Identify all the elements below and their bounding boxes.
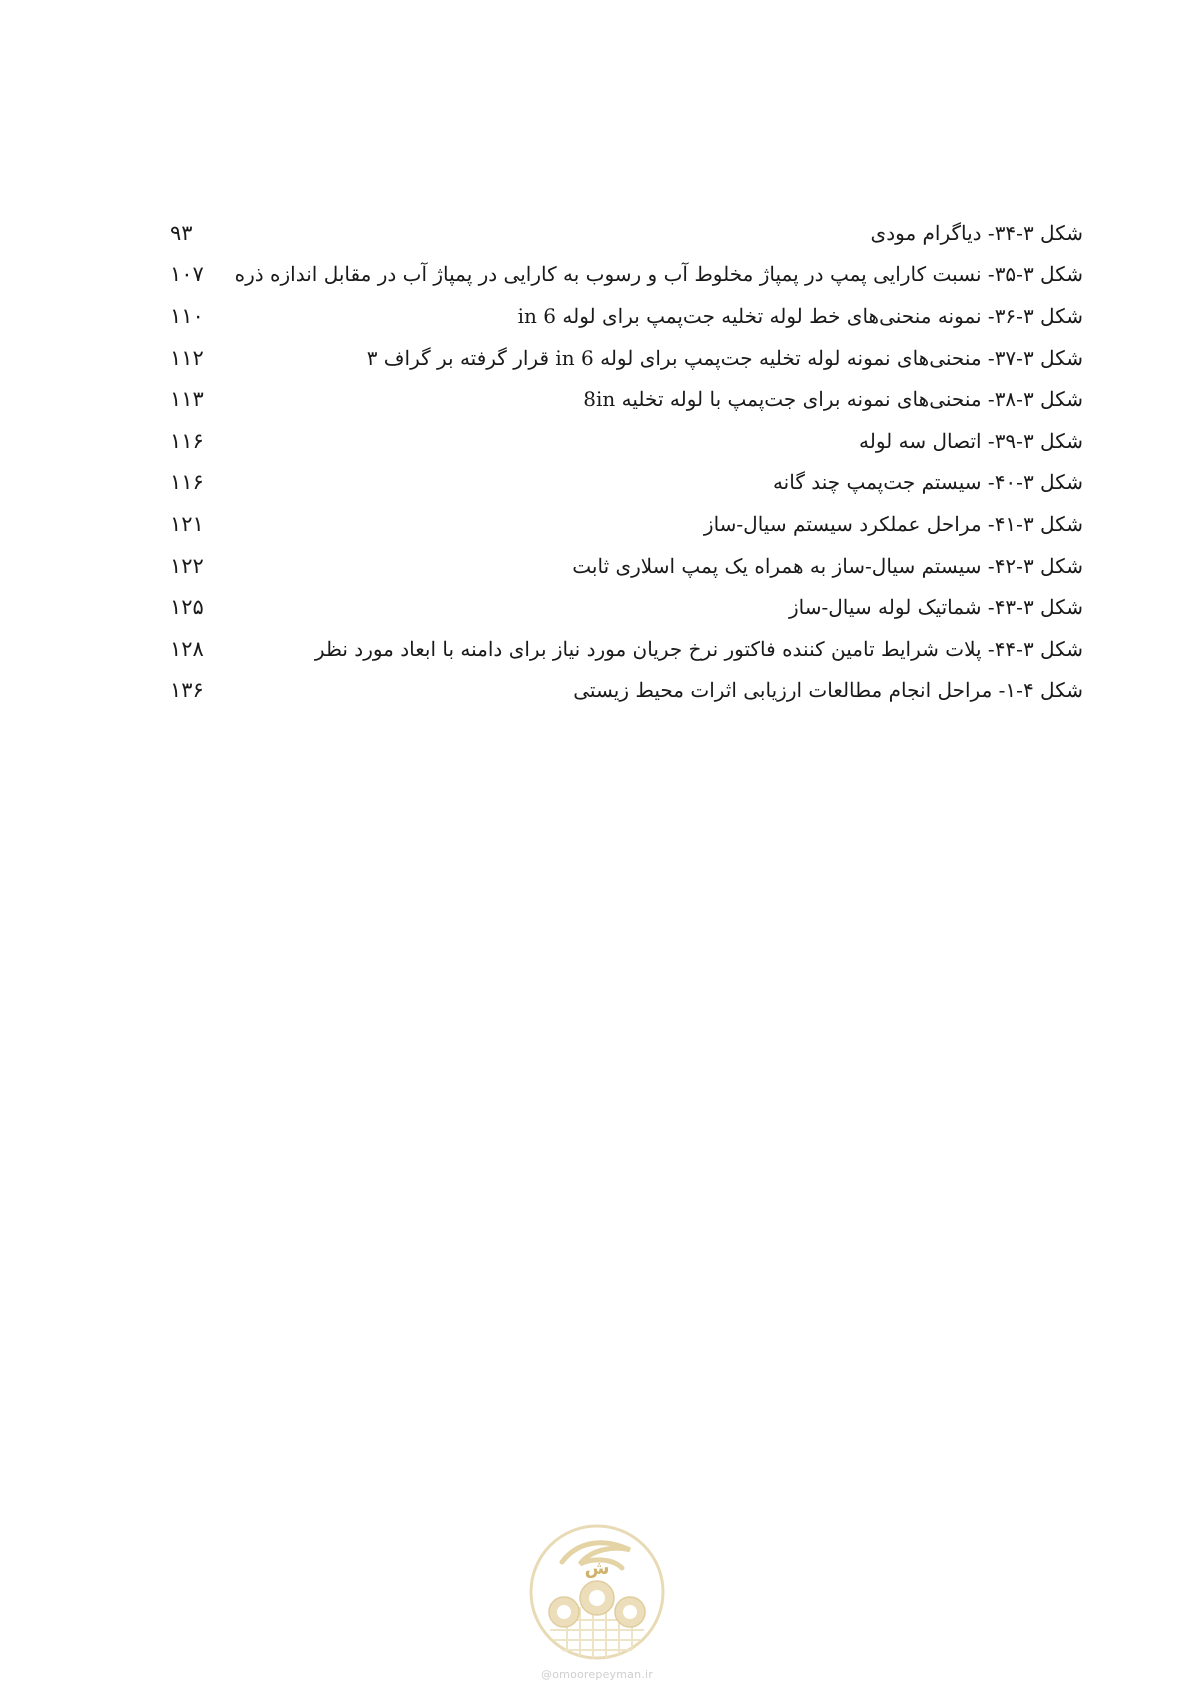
- toc-title: شکل ۳-۴۰- سیستم جت‌پمپ چند گانه: [772, 470, 1083, 495]
- watermark-url: @omoorepeyman.ir: [541, 1668, 653, 1681]
- toc-row[interactable]: [170, 670, 1083, 712]
- toc-page-number: ۱۱۲: [170, 345, 204, 370]
- toc-page-number: ۱۱۳: [170, 387, 204, 412]
- publisher-logo-icon: [522, 1522, 672, 1668]
- svg-text:ش: ش: [584, 1558, 610, 1579]
- toc-title: شکل ۳-۳۹- اتصال سه لوله: [859, 428, 1083, 453]
- list-of-figures: [170, 212, 1083, 711]
- toc-row[interactable]: [170, 378, 1083, 420]
- toc-row[interactable]: [170, 545, 1083, 587]
- toc-page-number: ۱۲۵: [170, 595, 204, 620]
- toc-page-number: ۱۱۰: [170, 303, 204, 328]
- toc-row[interactable]: [170, 586, 1083, 628]
- toc-page-number: ۱۱۶: [170, 470, 204, 495]
- toc-title: شکل ۳-۴۲- سیستم سیال-ساز به همراه یک پمپ اسلاری ثابت: [572, 553, 1083, 578]
- toc-page-number: ۹۳: [170, 220, 193, 245]
- toc-page-number: ۱۲۸: [170, 636, 204, 661]
- toc-title: شکل ۳-۴۴- پلات شرایط تامین کننده فاکتور نرخ جریان مورد نیاز برای دامنه با ابعاد مورد نظر: [314, 636, 1083, 661]
- toc-title: شکل ۳-۳۶- نمونه منحنی‌های خط لوله تخلیه جت‌پمپ برای لوله 6 in: [517, 303, 1083, 328]
- toc-title: شکل ۳-۴۱- مراحل عملکرد سیستم سیال-ساز: [703, 511, 1083, 536]
- toc-title: شکل ۴-۱- مراحل انجام مطالعات ارزیابی اثرات محیط زیستی: [573, 678, 1083, 703]
- toc-row[interactable]: [170, 503, 1083, 545]
- toc-row[interactable]: [170, 628, 1083, 670]
- toc-title: شکل ۳-۳۸- منحنی‌های نمونه برای جت‌پمپ با لوله تخلیه 8in: [583, 387, 1083, 412]
- watermark-logo: [522, 1522, 672, 1684]
- toc-title: شکل ۳-۳۷- منحنی‌های نمونه لوله تخلیه جت‌پمپ برای لوله 6 in قرار گرفته بر گراف ۳: [366, 345, 1083, 370]
- toc-row[interactable]: [170, 337, 1083, 379]
- toc-page-number: ۱۳۶: [170, 678, 204, 703]
- toc-title: شکل ۳-۳۴- دیاگرام مودی: [870, 220, 1083, 245]
- toc-row[interactable]: [170, 295, 1083, 337]
- toc-page-number: ۱۱۶: [170, 428, 204, 453]
- toc-row[interactable]: [170, 212, 1083, 254]
- toc-title: شکل ۳-۴۳- شماتیک لوله سیال-ساز: [789, 595, 1083, 620]
- toc-title: شکل ۳-۳۵- نسبت کارایی پمپ در پمپاژ مخلوط آب و رسوب به کارایی در پمپاژ آب در مقابل اندازه ذره: [234, 262, 1083, 287]
- toc-row[interactable]: [170, 420, 1083, 462]
- toc-page-number: ۱۲۱: [170, 511, 204, 536]
- toc-page-number: ۱۲۲: [170, 553, 204, 578]
- toc-page-number: ۱۰۷: [170, 262, 204, 287]
- toc-row[interactable]: [170, 254, 1083, 296]
- toc-row[interactable]: [170, 462, 1083, 504]
